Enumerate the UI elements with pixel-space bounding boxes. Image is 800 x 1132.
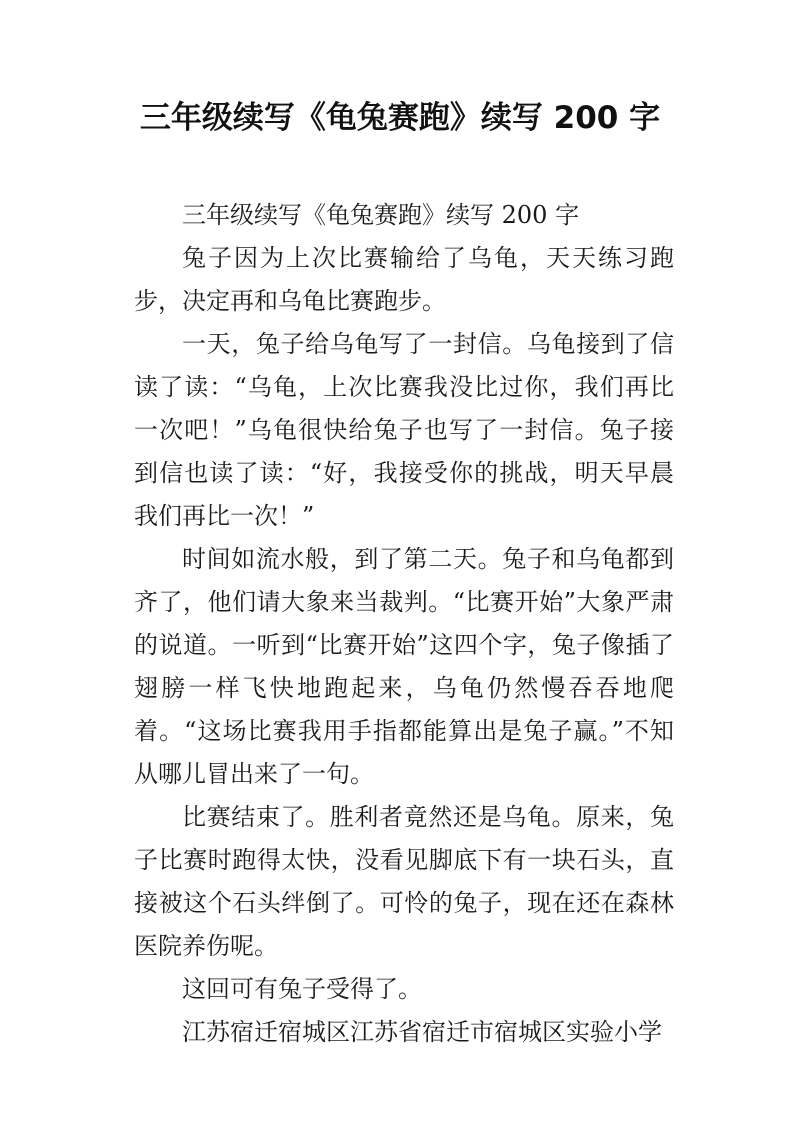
paragraph-intro: 兔子因为上次比赛输给了乌龟，天天练习跑步，决定再和乌龟比赛跑步。 <box>134 244 674 315</box>
paragraph-closing: 这回可有兔子受得了。 <box>182 975 422 1003</box>
paragraph-letters: 一天，兔子给乌龟写了一封信。乌龟接到了信读了读：“乌龟，上次比赛我没比过你，我们再比一次吧！”乌龟很快给兔子也写了一封信。兔子接到信也读了读：“好，我接受你的挑战，明天早晨我们再比一次！” <box>134 330 674 530</box>
paragraph-result: 比赛结束了。胜利者竟然还是乌龟。原来，兔子比赛时跑得太快，没看见脚底下有一块石头，直接被这个石头绊倒了。可怜的兔子，现在还在森林医院养伤呢。 <box>134 803 674 960</box>
document-title: 三年级续写《龟兔赛跑》续写 200 字 <box>139 100 661 136</box>
paragraph-race: 时间如流水般，到了第二天。兔子和乌龟都到齐了，他们请大象来当裁判。“比赛开始”大象严肃的说道。一听到“比赛开始”这四个字，兔子像插了翅膀一样飞快地跑起来，乌龟仍然慢吞吞地爬着。“这场比赛我用手指都能算出是兔子赢。”不知从哪儿冒出来了一句。 <box>134 545 674 788</box>
paragraph-author-school: 江苏宿迁宿城区江苏省宿迁市宿城区实验小学 <box>182 1018 662 1046</box>
paragraph-subtitle: 三年级续写《龟兔赛跑》续写 200 字 <box>182 201 580 229</box>
document-body <box>134 194 674 1054</box>
